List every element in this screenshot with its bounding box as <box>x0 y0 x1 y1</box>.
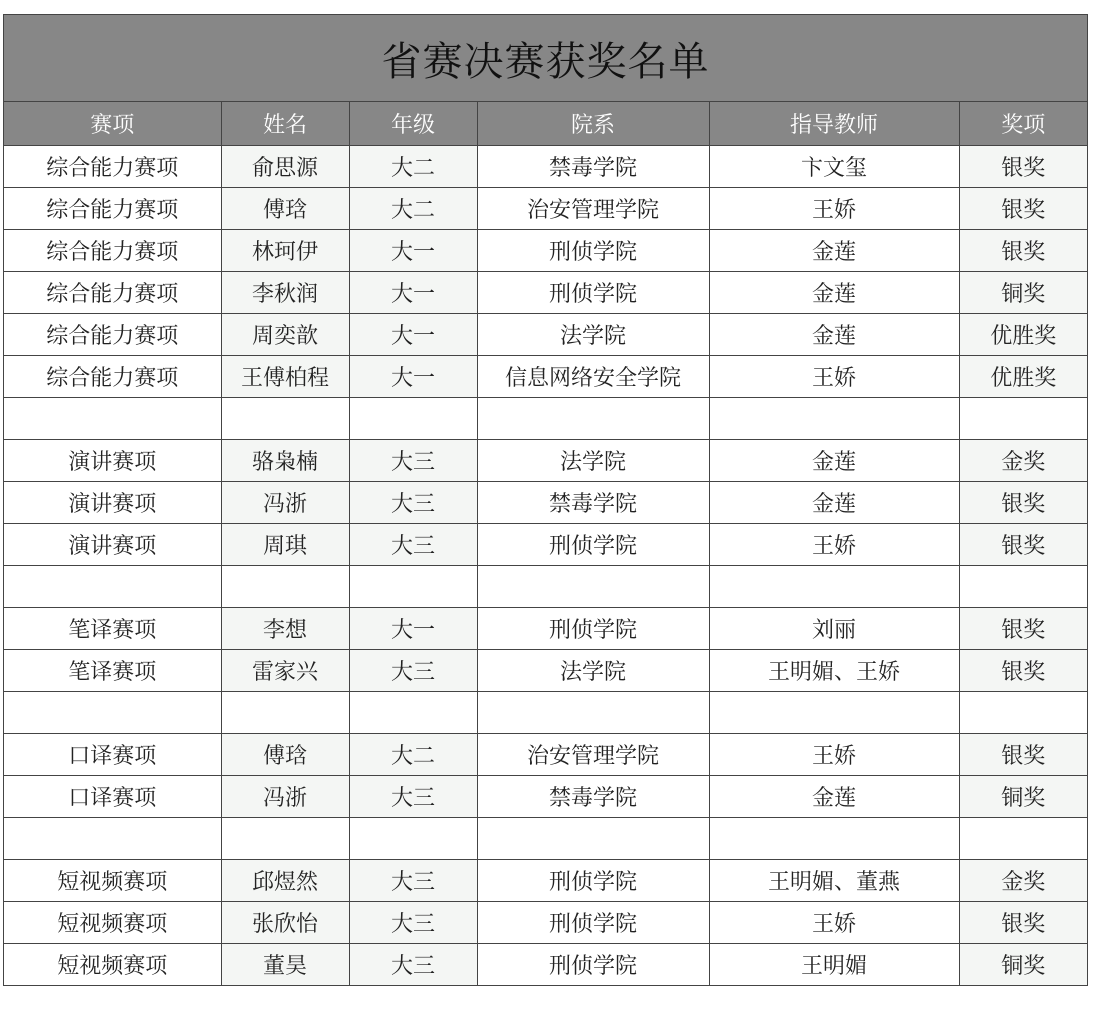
cell-grade: 大一 <box>349 607 477 649</box>
cell-department: 法学院 <box>477 439 709 481</box>
table-row <box>4 187 1087 229</box>
cell-name: 冯浙 <box>221 481 349 523</box>
cell-grade: 大三 <box>349 943 477 985</box>
cell-grade: 大二 <box>349 145 477 187</box>
header-award: 奖项 <box>959 102 1087 145</box>
cell-award: 银奖 <box>959 145 1087 187</box>
cell-name: 周奕歆 <box>221 313 349 355</box>
table-row <box>4 523 1087 565</box>
cell-event: 短视频赛项 <box>4 901 221 943</box>
cell-award: 银奖 <box>959 523 1087 565</box>
cell-grade <box>349 817 477 859</box>
table-row <box>4 313 1087 355</box>
cell-grade: 大一 <box>349 313 477 355</box>
cell-grade: 大一 <box>349 355 477 397</box>
cell-grade <box>349 565 477 607</box>
cell-advisor <box>709 817 959 859</box>
table-row <box>4 355 1087 397</box>
header-advisor: 指导教师 <box>709 102 959 145</box>
cell-event: 笔译赛项 <box>4 607 221 649</box>
cell-event: 笔译赛项 <box>4 649 221 691</box>
cell-grade: 大二 <box>349 187 477 229</box>
table-row <box>4 229 1087 271</box>
table-row <box>4 691 1087 733</box>
cell-award: 银奖 <box>959 187 1087 229</box>
cell-advisor <box>709 565 959 607</box>
cell-advisor: 王明媚、董燕 <box>709 859 959 901</box>
cell-advisor: 金莲 <box>709 229 959 271</box>
table-row <box>4 943 1087 985</box>
cell-award <box>959 691 1087 733</box>
cell-award <box>959 397 1087 439</box>
cell-advisor: 王娇 <box>709 523 959 565</box>
cell-department: 法学院 <box>477 649 709 691</box>
cell-grade: 大三 <box>349 523 477 565</box>
cell-name: 王傅柏程 <box>221 355 349 397</box>
table-row <box>4 397 1087 439</box>
cell-grade: 大三 <box>349 775 477 817</box>
cell-event: 综合能力赛项 <box>4 145 221 187</box>
table-row <box>4 481 1087 523</box>
cell-award: 银奖 <box>959 733 1087 775</box>
cell-event: 口译赛项 <box>4 733 221 775</box>
cell-advisor <box>709 691 959 733</box>
cell-grade: 大二 <box>349 733 477 775</box>
header-department: 院系 <box>477 102 709 145</box>
cell-event: 综合能力赛项 <box>4 355 221 397</box>
cell-name <box>221 397 349 439</box>
cell-advisor: 金莲 <box>709 439 959 481</box>
table-row <box>4 901 1087 943</box>
cell-name: 冯浙 <box>221 775 349 817</box>
cell-award: 银奖 <box>959 229 1087 271</box>
cell-department: 禁毒学院 <box>477 775 709 817</box>
cell-event: 演讲赛项 <box>4 481 221 523</box>
cell-grade: 大一 <box>349 271 477 313</box>
cell-advisor: 金莲 <box>709 271 959 313</box>
cell-name: 周琪 <box>221 523 349 565</box>
table-row <box>4 439 1087 481</box>
cell-name <box>221 565 349 607</box>
cell-advisor: 金莲 <box>709 775 959 817</box>
cell-department: 刑侦学院 <box>477 859 709 901</box>
table-row <box>4 145 1087 187</box>
cell-advisor: 王娇 <box>709 733 959 775</box>
cell-award: 金奖 <box>959 439 1087 481</box>
cell-name <box>221 691 349 733</box>
cell-name: 李秋润 <box>221 271 349 313</box>
cell-advisor: 王娇 <box>709 355 959 397</box>
cell-name: 张欣怡 <box>221 901 349 943</box>
cell-award: 铜奖 <box>959 943 1087 985</box>
cell-advisor: 卞文玺 <box>709 145 959 187</box>
cell-grade: 大三 <box>349 859 477 901</box>
cell-grade <box>349 691 477 733</box>
cell-name: 林珂伊 <box>221 229 349 271</box>
cell-award <box>959 565 1087 607</box>
cell-award: 优胜奖 <box>959 313 1087 355</box>
cell-event: 演讲赛项 <box>4 523 221 565</box>
cell-department: 治安管理学院 <box>477 187 709 229</box>
cell-advisor <box>709 397 959 439</box>
header-event: 赛项 <box>4 102 221 145</box>
cell-grade: 大一 <box>349 229 477 271</box>
cell-department: 刑侦学院 <box>477 901 709 943</box>
cell-department: 法学院 <box>477 313 709 355</box>
cell-award: 金奖 <box>959 859 1087 901</box>
cell-department: 禁毒学院 <box>477 481 709 523</box>
cell-department <box>477 691 709 733</box>
table-row <box>4 607 1087 649</box>
award-table <box>4 102 1087 985</box>
cell-grade: 大三 <box>349 901 477 943</box>
cell-award: 银奖 <box>959 649 1087 691</box>
cell-name: 傅琀 <box>221 187 349 229</box>
cell-award <box>959 817 1087 859</box>
cell-department: 刑侦学院 <box>477 943 709 985</box>
cell-department <box>477 817 709 859</box>
cell-advisor: 刘丽 <box>709 607 959 649</box>
header-row <box>4 102 1087 145</box>
cell-name: 骆枭楠 <box>221 439 349 481</box>
cell-award: 铜奖 <box>959 271 1087 313</box>
cell-grade: 大三 <box>349 481 477 523</box>
cell-department: 刑侦学院 <box>477 271 709 313</box>
table-row <box>4 859 1087 901</box>
cell-department: 刑侦学院 <box>477 607 709 649</box>
cell-department: 信息网络安全学院 <box>477 355 709 397</box>
cell-event <box>4 691 221 733</box>
cell-name: 李想 <box>221 607 349 649</box>
cell-award: 银奖 <box>959 901 1087 943</box>
cell-grade <box>349 397 477 439</box>
cell-event <box>4 817 221 859</box>
table-row <box>4 817 1087 859</box>
cell-department: 刑侦学院 <box>477 229 709 271</box>
cell-advisor: 王娇 <box>709 901 959 943</box>
award-sheet <box>3 14 1088 986</box>
cell-advisor: 王娇 <box>709 187 959 229</box>
cell-award: 银奖 <box>959 481 1087 523</box>
cell-event: 综合能力赛项 <box>4 187 221 229</box>
cell-advisor: 金莲 <box>709 481 959 523</box>
cell-advisor: 王明媚、王娇 <box>709 649 959 691</box>
header-name: 姓名 <box>221 102 349 145</box>
table-row <box>4 565 1087 607</box>
cell-event <box>4 565 221 607</box>
cell-grade: 大三 <box>349 439 477 481</box>
cell-award: 优胜奖 <box>959 355 1087 397</box>
cell-event <box>4 397 221 439</box>
cell-name: 傅琀 <box>221 733 349 775</box>
cell-department <box>477 397 709 439</box>
cell-award: 铜奖 <box>959 775 1087 817</box>
cell-award: 银奖 <box>959 607 1087 649</box>
table-body <box>4 145 1087 985</box>
cell-department: 禁毒学院 <box>477 145 709 187</box>
cell-advisor: 金莲 <box>709 313 959 355</box>
cell-event: 短视频赛项 <box>4 859 221 901</box>
table-row <box>4 775 1087 817</box>
cell-event: 综合能力赛项 <box>4 313 221 355</box>
cell-name: 邱煜然 <box>221 859 349 901</box>
cell-event: 综合能力赛项 <box>4 229 221 271</box>
cell-name: 雷家兴 <box>221 649 349 691</box>
cell-name: 俞思源 <box>221 145 349 187</box>
cell-name <box>221 817 349 859</box>
cell-grade: 大三 <box>349 649 477 691</box>
cell-event: 短视频赛项 <box>4 943 221 985</box>
table-row <box>4 271 1087 313</box>
cell-event: 口译赛项 <box>4 775 221 817</box>
cell-department <box>477 565 709 607</box>
cell-advisor: 王明媚 <box>709 943 959 985</box>
table-row <box>4 733 1087 775</box>
cell-name: 董昊 <box>221 943 349 985</box>
cell-department: 刑侦学院 <box>477 523 709 565</box>
table-row <box>4 649 1087 691</box>
cell-department: 治安管理学院 <box>477 733 709 775</box>
cell-event: 综合能力赛项 <box>4 271 221 313</box>
sheet-title: 省赛决赛获奖名单 <box>4 15 1087 102</box>
cell-event: 演讲赛项 <box>4 439 221 481</box>
header-grade: 年级 <box>349 102 477 145</box>
